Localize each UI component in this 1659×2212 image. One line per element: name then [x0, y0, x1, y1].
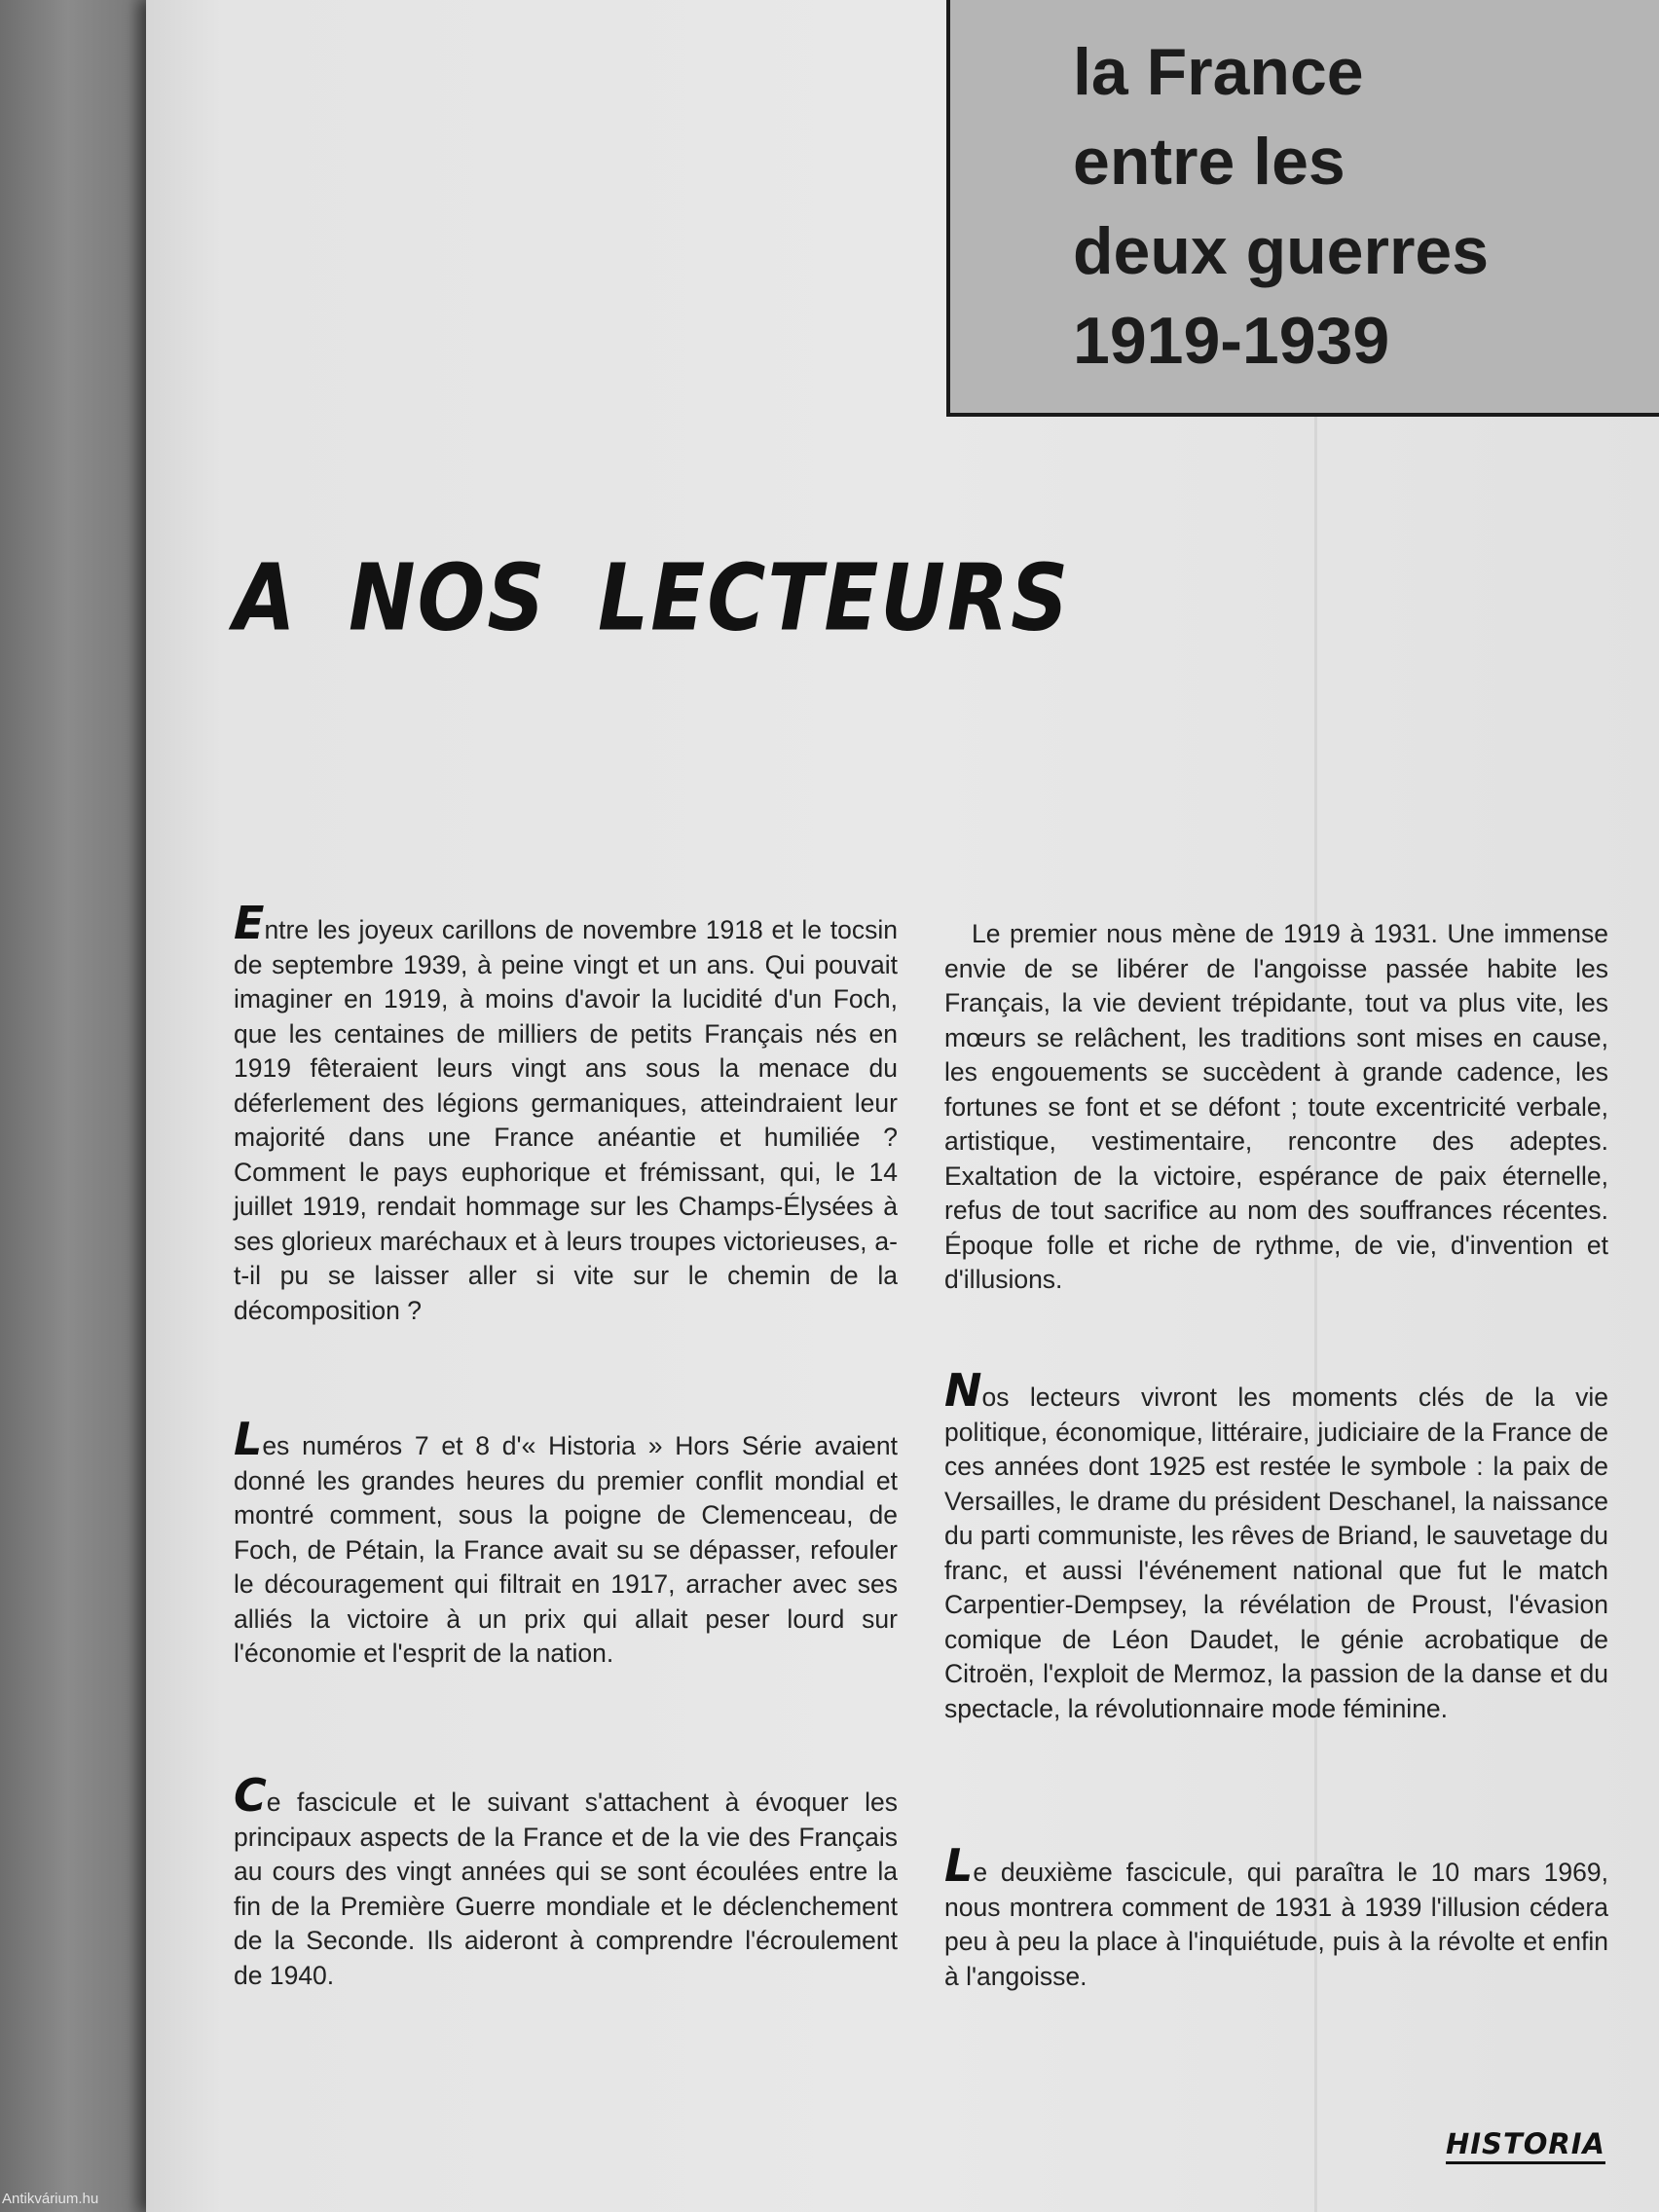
- paragraph-text: Le premier nous mène de 1919 à 1931. Une immense envie de se libérer de l'angoisse passée habite les Français, la vie devient trépidante, tout va plus vite, les mœurs se relâchent, les traditions sont mises en cause, les engouements se succèdent à grande cadence, les fortunes se font et se défont ; toute excentricité verbale, artistique, vestimentaire, rencontre des adeptes. Exaltation de la victoire, espérance de paix éternelle, refus de tout sacrifice au nom des souffrances récentes. Époque folle et riche de rythme, de vie, d'invention et d'illusions.: [944, 919, 1608, 1294]
- drop-cap: E: [234, 897, 265, 949]
- paragraph-text: e deuxième fascicule, qui paraîtra le 10 mars 1969, nous montrera comment de 1931 à 1939 l'illusion cédera peu à peu la place à l'inquiétude, puis à la révolte et enfin à l'angoisse.: [944, 1858, 1608, 1991]
- drop-cap: C: [234, 1769, 267, 1822]
- paragraph-text: os lecteurs vivront les moments clés de la vie politique, économique, littéraire, judiciaire de la France de ces années dont 1925 est restée le symbole : la paix de Versailles, le drame du président Deschanel, la naissance du parti communiste, les rêves de Briand, le sauvetage du franc, et aussi l'événement national que fut le match Carpentier-Dempsey, la révélation de Proust, l'évasion comique de Léon Daudet, le génie acrobatique de Citroën, l'exploit de Mermoz, la passion de la danse et du spectacle, la révolutionnaire mode féminine.: [944, 1382, 1609, 1723]
- title-line: 1919-1939: [1073, 304, 1390, 378]
- paragraph: [234, 1413, 898, 1672]
- drop-cap: L: [234, 1413, 263, 1465]
- paragraph: [944, 917, 1608, 1298]
- drop-cap: L: [944, 1839, 974, 1892]
- paragraph: [234, 897, 898, 1328]
- book-spine: [0, 0, 170, 2212]
- headline: A NOS LECTEURS: [234, 545, 1071, 652]
- paragraph: [944, 1364, 1609, 1726]
- watermark: Antikvárium.hu: [2, 2191, 99, 2207]
- title-line: deux guerres: [1073, 214, 1490, 288]
- drop-cap: N: [944, 1364, 982, 1417]
- paragraph-text: e fascicule et le suivant s'attachent à évoquer les principaux aspects de la France et de la vie des Français au cours des vingt années qui se sont écoulées entre la fin de la Première Guerre mondiale et le déclenchement de la Seconde. Ils aideront à comprendre l'écroulement de 1940.: [234, 1788, 898, 1990]
- title-line: entre les: [1073, 125, 1346, 199]
- paragraph: [944, 1839, 1608, 1994]
- paragraph: [234, 1769, 898, 1993]
- paragraph-text: es numéros 7 et 8 d'« Historia » Hors Série avaient donné les grandes heures du premier conflit mondial et montré comment, sous la poigne de Clemenceau, de Foch, de Pétain, la France avait su se dépasser, refouler le découragement qui filtrait en 1917, arracher avec ses alliés la victoire à un prix qui allait peser lourd sur l'économie et l'esprit de la nation.: [234, 1431, 898, 1668]
- series-title: [1073, 27, 1638, 386]
- magazine-footer: HISTORIA: [1446, 2127, 1605, 2164]
- paragraph-text: ntre les joyeux carillons de novembre 1918 et le tocsin de septembre 1939, à peine vingt et un ans. Qui pouvait imaginer en 1919, à moins d'avoir la lucidité d'un Foch, que les centaines de milliers de petits Français nés en 1919 fêteraient leurs vingt ans sous la menace du déferlement des légions germaniques, atteindraient leur majorité dans une France anéantie et humiliée ? Comment le pays euphorique et frémissant, qui, le 14 juillet 1919, rendait hommage sur les Champs-Élysées à ses glorieux maréchaux et à leurs troupes victorieuses, a-t-il pu se laisser aller si vite sur le chemin de la décomposition ?: [234, 915, 898, 1325]
- title-line: la France: [1073, 35, 1364, 109]
